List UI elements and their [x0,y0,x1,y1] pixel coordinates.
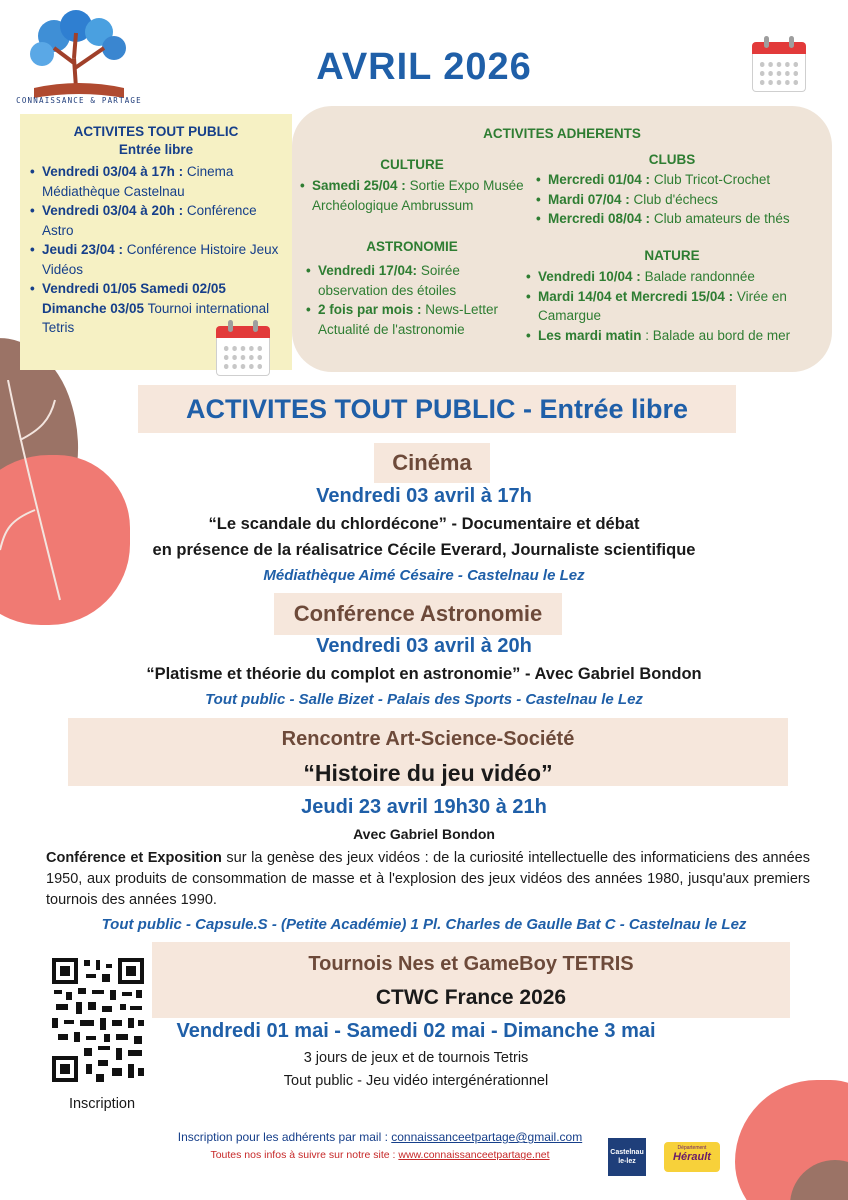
astro-date: Vendredi 03 avril à 20h [316,635,532,657]
list-item: • Mercredi 08/04 : Club amateurs de thés [536,209,826,229]
list-item: • Mardi 07/04 : Club d'échecs [536,190,826,210]
cinema-line1: “Le scandale du chlordécone” - Documentaire et débat [208,515,640,533]
list-item: • Mercredi 01/04 : Club Tricot-Crochet [536,170,826,190]
site-link[interactable]: www.connaissanceetpartage.net [398,1149,550,1161]
list-item: • 2 fois par mois : News-Letter Actualité de l'astronomie [306,300,511,339]
list-item: • Vendredi 01/05 Samedi 02/05 Dimanche 03/05 Tournoi international Tetris [30,279,285,338]
tetris-label: Tournois Nes et GameBoy TETRIS [308,953,634,975]
cinema-line2: en présence de la réalisatrice Cécile Everard, Journaliste scientifique [152,541,696,559]
public-box-subheading: Entrée libre [118,142,194,157]
logo-herault: Département Hérault [664,1142,720,1172]
main-banner-text: ACTIVITES TOUT PUBLIC - Entrée libre [185,394,689,424]
list-item: • Vendredi 17/04: Soirée observation des étoiles [306,261,511,300]
astronomie-heading: ASTRONOMIE [366,239,458,254]
cinema-place: Médiathèque Aimé Césaire - Castelnau le Lez [263,567,585,584]
nature-heading: NATURE [644,248,700,263]
list-item: • Mardi 14/04 et Mercredi 15/04 : Virée en Camargue [526,287,826,326]
footer-site-line: Toutes nos infos à suivre sur notre site : www.connaissanceetpartage.net [210,1149,550,1161]
rencontre-title: “Histoire du jeu vidéo” [303,760,553,786]
culture-list [300,176,530,215]
logo-text: CONNAISSANCE & PARTAGE [16,96,142,105]
cinema-date: Vendredi 03 avril à 17h [316,485,532,507]
astro-label: Conférence Astronomie [274,593,562,635]
culture-heading: CULTURE [380,157,444,172]
cinema-label: Cinéma [374,443,490,483]
calendar-icon [216,320,270,376]
public-box-heading: ACTIVITES TOUT PUBLIC [73,124,239,139]
tetris-line1: 3 jours de jeux et de tournois Tetris [303,1050,529,1066]
calendar-icon [752,36,806,92]
astro-place: Tout public - Salle Bizet - Palais des Sports - Castelnau le Lez [205,691,643,708]
logo-castelnau: Castelnau le-lez [608,1138,646,1176]
page-title: AVRIL 2026 [316,46,532,88]
tetris-banner [152,942,790,1018]
public-box-list [30,162,285,338]
list-item: • Vendredi 03/04 à 17h : Cinema Médiathèque Castelnau [30,162,285,201]
qr-caption: Inscription [68,1096,136,1112]
list-item: • Vendredi 03/04 à 20h : Conférence Astro [30,201,285,240]
qr-code[interactable] [50,956,146,1086]
rencontre-label: Rencontre Art-Science-Société [281,728,575,750]
adherents-activities-box [292,106,832,372]
clubs-list [536,170,826,229]
adherents-heading: ACTIVITES ADHERENTS [483,126,641,141]
clubs-heading: CLUBS [648,152,696,167]
mail-link[interactable]: connaissanceetpartage@gmail.com [391,1130,583,1144]
tetris-date: Vendredi 01 mai - Samedi 02 mai - Dimanche 3 mai [176,1020,656,1042]
list-item: • Jeudi 23/04 : Conférence Histoire Jeux Vidéos [30,240,285,279]
list-item: • Samedi 25/04 : Sortie Expo Musée Archéologique Ambrussum [300,176,530,215]
list-item: • Les mardi matin : Balade au bord de mer [526,326,826,346]
main-banner [138,385,736,433]
tetris-title: CTWC France 2026 [375,986,567,1009]
nature-list [526,267,826,345]
astronomie-list [306,261,511,339]
rencontre-date: Jeudi 23 avril 19h30 à 21h [301,796,547,818]
footer-mail-line: Inscription pour les adhérents par mail : connaissanceetpartage@gmail.com [177,1130,583,1144]
astro-line1: “Platisme et théorie du complot en astronomie” - Avec Gabriel Bondon [146,665,702,683]
tetris-line2: Tout public - Jeu vidéo intergénérationnel [283,1073,549,1089]
rencontre-place: Tout public - Capsule.S - (Petite Académie) 1 Pl. Charles de Gaulle Bat C - Castelnau le Lez [101,916,747,933]
rencontre-with: Avec Gabriel Bondon [353,826,495,842]
list-item: • Vendredi 10/04 : Balade randonnée [526,267,826,287]
rencontre-banner [68,718,788,786]
rencontre-description: Conférence et Exposition sur la genèse des jeux vidéos : de la curiosité intellectuelle des informaticiens des années 1950, aux produits de consommation de masse et à l'explosion des jeux vidéos des années 1980, jusqu'aux premiers tournois des années 1990. [46,850,810,908]
